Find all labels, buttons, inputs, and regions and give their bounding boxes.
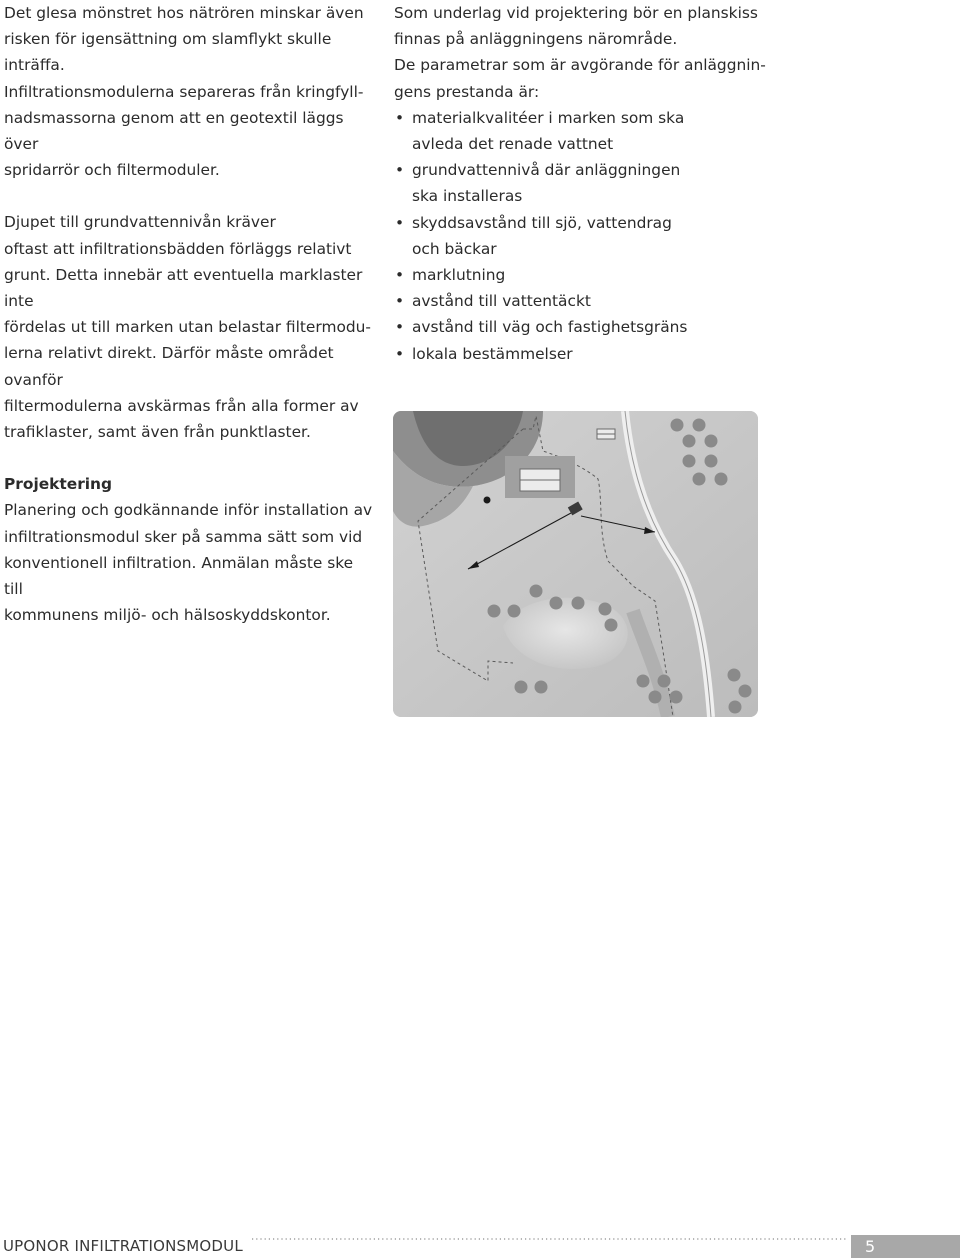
list-item: • avstånd till väg och fastighetsgräns — [394, 314, 766, 340]
tree-icon — [605, 619, 618, 632]
footer-title: UPONOR INFILTRATIONSMODUL — [3, 1237, 243, 1255]
tree-icon — [550, 597, 563, 610]
text-line: oftast att infiltrationsbädden förläggs relativt — [4, 239, 352, 258]
tree-icon — [739, 685, 752, 698]
tree-icon — [715, 473, 728, 486]
text-line: De parametrar som är avgörande för anläggnin- — [394, 56, 766, 75]
tree-icon — [670, 691, 683, 704]
text-line: lerna relativt direkt. Därför måste området ovanför — [4, 344, 334, 389]
site-plan-drawing — [393, 411, 758, 717]
list-item: • grundvattennivå där anläggningen ska installeras — [394, 157, 766, 209]
tree-icon — [671, 419, 684, 432]
tree-icon — [535, 681, 548, 694]
text-line: Som underlag vid projektering bör en planskiss — [394, 4, 758, 22]
projektering-paragraph — [4, 497, 376, 628]
page-number: 5 — [851, 1235, 960, 1258]
groundwater-paragraph — [4, 209, 376, 445]
bullet-icon: • — [395, 161, 405, 180]
parameter-list — [394, 105, 766, 367]
tree-icon — [728, 669, 741, 682]
tree-icon — [508, 605, 521, 618]
bullet-icon: • — [395, 292, 405, 311]
tree-icon — [649, 691, 662, 704]
tree-icon — [530, 585, 543, 598]
text-line: finnas på anläggningens närområde. — [394, 30, 678, 49]
text-line: Djupet till grundvattennivån kräver — [4, 213, 276, 232]
text-line: infiltrationsmodul sker på samma sätt som vid — [4, 527, 363, 546]
bullet-icon: • — [395, 108, 405, 127]
intro-paragraph — [4, 0, 376, 183]
left-column — [4, 0, 376, 628]
bullet-icon: • — [395, 344, 405, 363]
tree-icon — [637, 675, 650, 688]
text-line: trafiklaster, samt även från punktlaster. — [4, 423, 311, 442]
text-line: konventionell infiltration. Anmälan måste ske till — [4, 553, 354, 599]
text-line: risken för igensättning om slamflykt skulle inträffa. — [4, 30, 332, 75]
parameters-paragraph — [394, 52, 766, 104]
tree-icon — [683, 455, 696, 468]
tree-icon — [683, 435, 696, 448]
tree-icon — [658, 675, 671, 688]
text-line: grunt. Detta innebär att eventuella marklaster inte — [4, 265, 363, 311]
tree-icon — [693, 473, 706, 486]
list-item: • skyddsavstånd till sjö, vattendrag och bäckar — [394, 210, 766, 262]
text-line: gens prestanda är: — [394, 82, 540, 101]
section-heading: Projektering — [4, 475, 113, 494]
text-line: nadsmassorna genom att en geotextil läggs över — [4, 108, 344, 154]
site-plan-sketch — [393, 411, 758, 717]
bullet-icon: • — [395, 266, 405, 285]
tree-icon — [705, 455, 718, 468]
tree-icon — [599, 603, 612, 616]
tree-icon — [572, 597, 585, 610]
text-line: kommunens miljö- och hälsoskyddskontor. — [4, 606, 331, 625]
tree-icon — [515, 681, 528, 694]
text-line: Planering och godkännande inför installation av — [4, 501, 373, 520]
text-line: Det glesa mönstret hos nätrören minskar även — [4, 4, 364, 22]
bullet-icon: • — [395, 318, 405, 337]
text-line: filtermodulerna avskärmas från alla former av — [4, 396, 359, 415]
tree-icon — [488, 605, 501, 618]
list-item: • avstånd till vattentäckt — [394, 288, 766, 314]
sketch-paragraph — [394, 0, 766, 52]
text-line: spridarrör och filtermoduler. — [4, 161, 220, 180]
list-item: • marklutning — [394, 262, 766, 288]
list-item: • materialkvalitéer i marken som ska avleda det renade vattnet — [394, 105, 766, 157]
bullet-icon: • — [395, 213, 405, 232]
tree-icon — [705, 435, 718, 448]
right-column — [394, 0, 766, 367]
text-line: fördelas ut till marken utan belastar filtermodu- — [4, 318, 371, 337]
well-marker-icon — [484, 497, 491, 504]
list-item: • lokala bestämmelser — [394, 341, 766, 367]
text-line: Infiltrationsmodulerna separeras från kringfyll- — [4, 82, 364, 101]
tree-icon — [729, 701, 742, 714]
tree-icon — [693, 419, 706, 432]
